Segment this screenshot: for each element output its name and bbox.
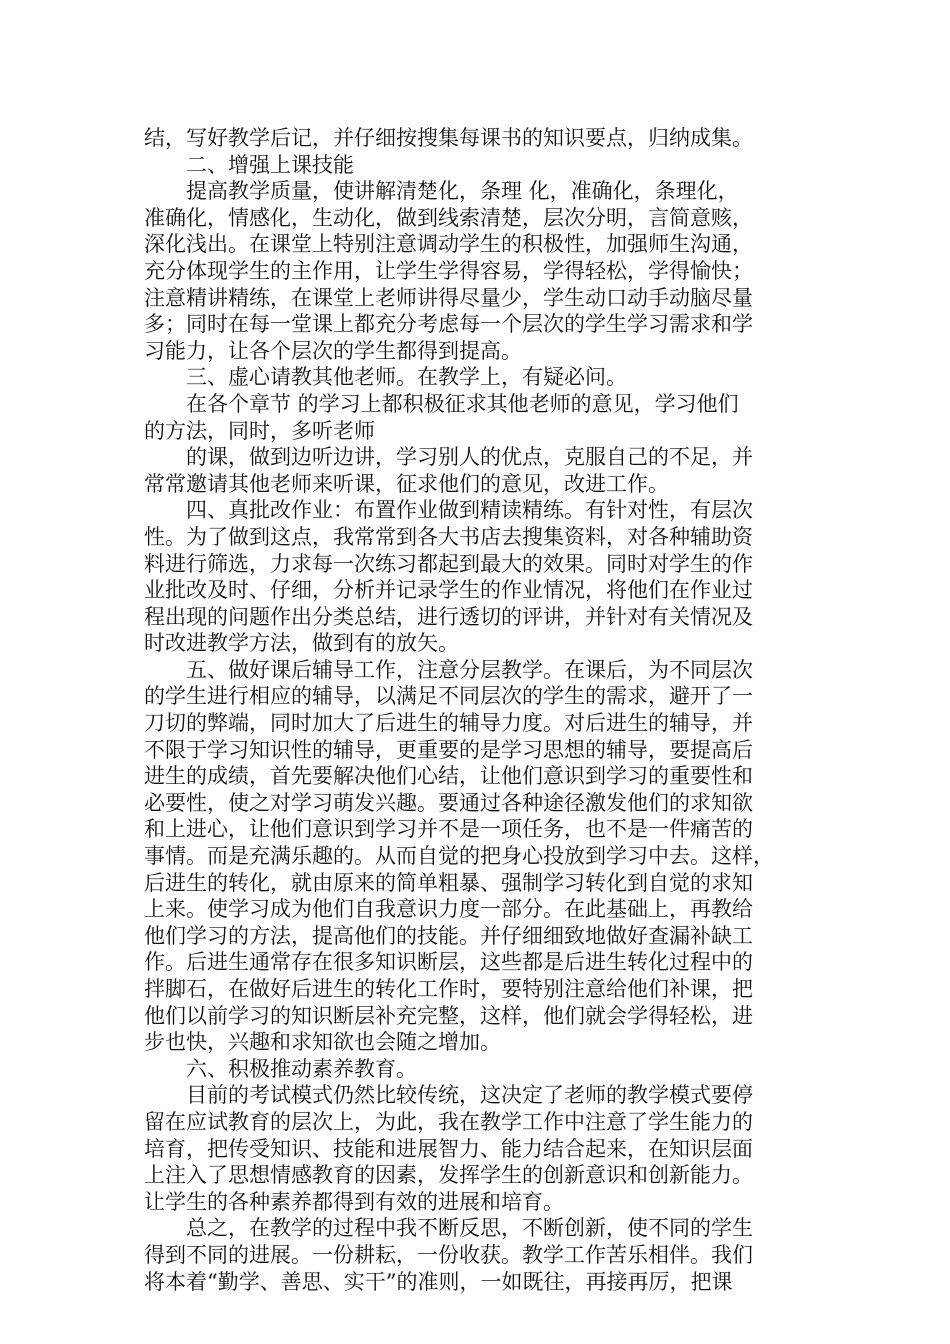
text-line: 的学生进行相应的辅导，以满足不同层次的学生的需求，避开了一	[144, 684, 753, 709]
text-line: 上注入了思想情感教育的因素，发挥学生的创新意识和创新能力。	[144, 1163, 753, 1188]
text-line: 三、虚心请教其他老师。在教学上，有疑必问。	[186, 365, 627, 390]
text-line: 四、真批改作业：布置作业做到精读精练。有针对性，有层次	[186, 498, 753, 523]
text-line: 将本着“勤学、善思、实干”的准则，一如既往，再接再厉，把课	[144, 1269, 733, 1294]
text-line: 必要性，使之对学习萌发兴趣。要通过各种途径激发他们的求知欲	[144, 790, 753, 815]
text-line: 进生的成绩，首先要解决他们心结，让他们意识到学习的重要性和	[144, 764, 753, 789]
text-line: 五、做好课后辅导工作，注意分层教学。在课后，为不同层次	[186, 657, 753, 682]
text-line: 总之，在教学的过程中我不断反思，不断创新，使不同的学生	[186, 1216, 753, 1241]
text-line: 事情。而是充满乐趣的。从而自觉的把身心投放到学习中去。这样，	[144, 844, 774, 869]
text-line: 作。后进生通常存在很多知识断层，这些都是后进生转化过程中的	[144, 950, 753, 975]
text-line: 业批改及时、仔细，分析并记录学生的作业情况，将他们在作业过	[144, 578, 753, 603]
text-line: 六、积极推动素养教育。	[186, 1056, 417, 1081]
text-line: 充分体现学生的主作用，让学生学得容易，学得轻松，学得愉快；	[144, 258, 753, 283]
text-line: 不限于学习知识性的辅导，更重要的是学习思想的辅导，要提高后	[144, 737, 753, 762]
text-line: 程出现的问题作出分类总结，进行透切的评讲，并针对有关情况及	[144, 604, 753, 629]
text-line: 常常邀请其他老师来听课，征求他们的意见，改进工作。	[144, 471, 669, 496]
text-line: 多；同时在每一堂课上都充分考虑每一个层次的学生学习需求和学	[144, 312, 753, 337]
text-line: 让学生的各种素养都得到有效的进展和培育。	[144, 1189, 564, 1214]
text-line: 在各个章节 的学习上都积极征求其他老师的意见，学习他们	[186, 391, 739, 416]
text-line: 的方法，同时，多听老师	[144, 418, 375, 443]
text-line: 料进行筛选，力求每一次练习都起到最大的效果。同时对学生的作	[144, 551, 753, 576]
text-line: 提高教学质量，使讲解清楚化，条理 化，准确化，条理化，	[186, 179, 739, 204]
text-line: 刀切的弊端，同时加大了后进生的辅导力度。对后进生的辅导，并	[144, 711, 753, 736]
text-line: 深化浅出。在课堂上特别注意调动学生的积极性，加强师生沟通，	[144, 232, 753, 257]
text-line: 留在应试教育的层次上，为此，我在教学工作中注意了学生能力的	[144, 1109, 753, 1134]
text-line: 和上进心，让他们意识到学习并不是一项任务，也不是一件痛苦的	[144, 817, 753, 842]
text-line: 上来。使学习成为他们自我意识力度一部分。在此基础上，再教给	[144, 897, 753, 922]
text-line: 的课，做到边听边讲，学习别人的优点，克服自己的不足，并	[186, 445, 753, 470]
text-line: 时改进教学方法，做到有的放矢。	[144, 631, 459, 656]
text-line: 结，写好教学后记，并仔细按搜集每课书的知识要点，归纳成集。	[144, 126, 753, 150]
text-line: 目前的考试模式仍然比较传统，这决定了老师的教学模式要停	[186, 1083, 753, 1108]
text-line: 准确化，情感化，生动化，做到线索清楚，层次分明，言简意赅，	[144, 205, 753, 230]
text-line: 步也快，兴趣和求知欲也会随之增加。	[144, 1030, 501, 1055]
text-line: 注意精讲精练，在课堂上老师讲得尽量少，学生动口动手动脑尽量	[144, 285, 753, 310]
document-body	[144, 125, 814, 1295]
text-line: 他们学习的方法，提高他们的技能。并仔细细致地做好查漏补缺工	[144, 923, 753, 948]
text-line: 培育，把传受知识、技能和进展智力、能力结合起来，在知识层面	[144, 1136, 753, 1161]
text-line: 后进生的转化，就由原来的简单粗暴、强制学习转化到自觉的求知	[144, 870, 753, 895]
text-line: 他们以前学习的知识断层补充完整，这样，他们就会学得轻松，进	[144, 1003, 753, 1028]
text-line: 拌脚石，在做好后进生的转化工作时，要特别注意给他们补课，把	[144, 977, 753, 1001]
text-line: 习能力，让各个层次的学生都得到提高。	[144, 338, 522, 363]
text-line: 二、增强上课技能	[186, 152, 354, 177]
text-line: 得到不同的进展。一份耕耘，一份收获。教学工作苦乐相伴。我们	[144, 1242, 753, 1267]
text-line: 性。为了做到这点，我常常到各大书店去搜集资料，对各种辅助资	[144, 524, 753, 549]
